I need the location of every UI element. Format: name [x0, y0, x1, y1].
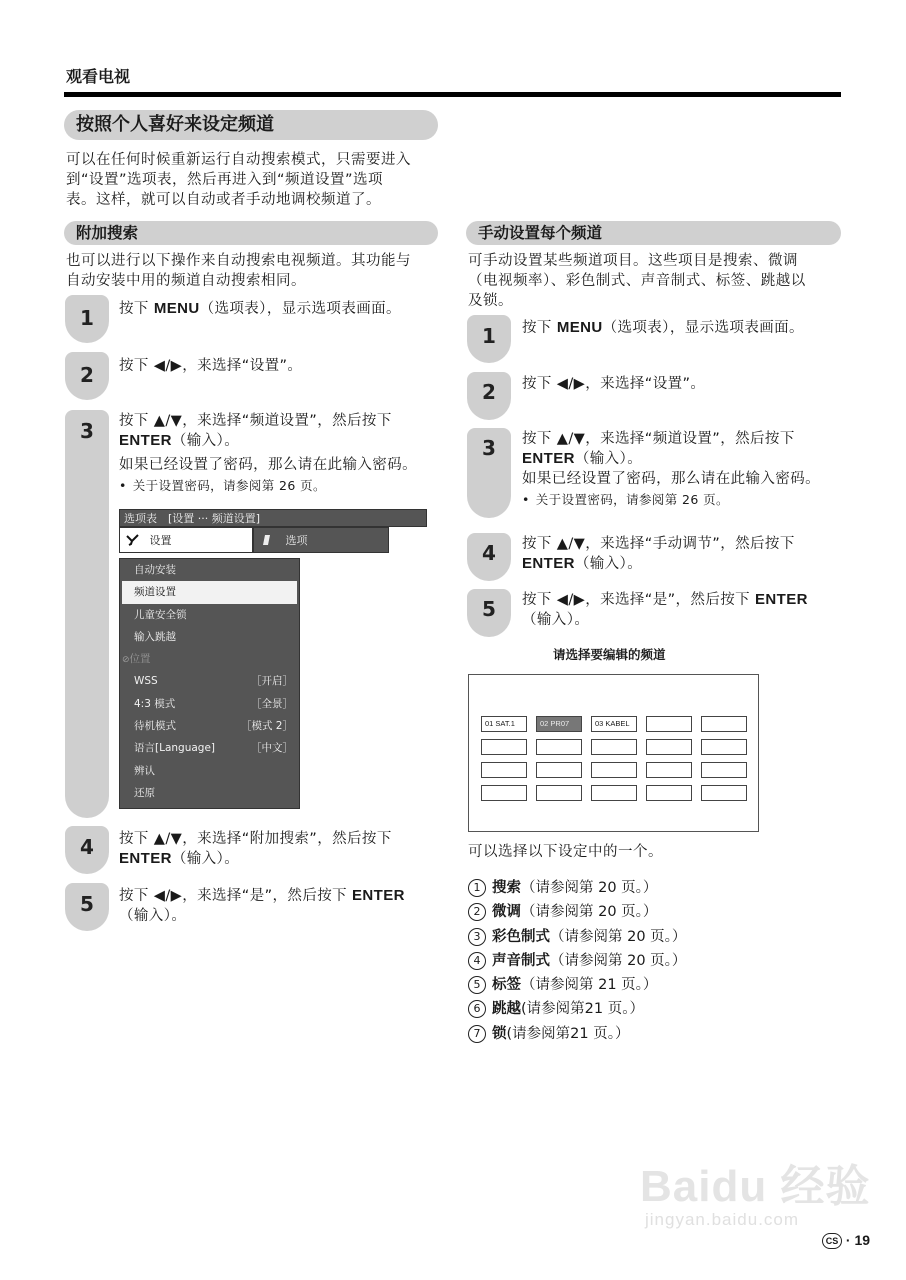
menu-item[interactable]: WSS ［开启］	[134, 675, 293, 688]
watermark-url: jingyan.baidu.com	[645, 1210, 800, 1229]
left-heading: 附加搜索	[64, 221, 438, 245]
step-text: 按下 MENU（选项表），显示选项表画面。	[119, 300, 401, 317]
option-item: 4 声音制式（请参阅第 20 页。）	[468, 949, 686, 973]
channel-cell[interactable]	[481, 739, 527, 755]
channel-cell[interactable]	[646, 785, 692, 801]
channel-cell[interactable]	[701, 785, 747, 801]
channel-cell[interactable]	[591, 762, 637, 778]
option-item: 5 标签（请参阅第 21 页。）	[468, 973, 686, 997]
step-number: 1	[482, 324, 496, 348]
channel-cell[interactable]	[481, 785, 527, 801]
option-list	[468, 876, 686, 1046]
menu-item-selected[interactable]: 频道设置	[122, 581, 297, 603]
page-number: CS · 19	[822, 1232, 870, 1249]
page-title: 按照个人喜好来设定频道	[64, 110, 438, 140]
right-heading: 手动设置每个频道	[466, 221, 841, 245]
section-label: 观看电视	[66, 67, 131, 86]
channel-cell[interactable]	[536, 762, 582, 778]
channel-cell[interactable]	[536, 739, 582, 755]
menu-item[interactable]: 输入跳越	[134, 630, 176, 643]
menu-item[interactable]: 辨认	[134, 764, 155, 777]
step-text: 按下 ◀/▶，来选择“是”，然后按下 ENTER （输入）。	[522, 591, 808, 628]
menu-item[interactable]: 还原	[134, 786, 155, 799]
channel-cell[interactable]: 01 SAT.1	[481, 716, 527, 732]
step-number: 5	[482, 597, 496, 621]
grid-title: 请选择要编辑的频道	[553, 647, 666, 662]
menu-item-disabled: ⊘位置	[122, 653, 151, 666]
step-number: 1	[80, 306, 94, 330]
step-text: 按下 ◀/▶，来选择“设置”。	[119, 358, 303, 374]
menu-item[interactable]: 语言[Language] ［中文］	[134, 742, 293, 755]
options-intro: 可以选择以下设定中的一个。	[468, 844, 663, 860]
step-number: 4	[482, 541, 496, 565]
menu-item[interactable]: 儿童安全锁	[134, 608, 187, 621]
option-icon	[262, 534, 276, 547]
step-text: 按下 ▲/▼，来选择“频道设置”，然后按下 ENTER（输入）。 如果已经设置了密码，那么请在此输入密码。 • 关于设置密码，请参阅第 26 页。	[119, 411, 449, 495]
channel-cell[interactable]	[591, 739, 637, 755]
menu-tab-setup[interactable]: 设置	[119, 527, 253, 553]
wrench-icon	[126, 534, 144, 547]
top-divider	[64, 92, 841, 97]
step-text: 按下 ◀/▶，来选择“是”，然后按下 ENTER （输入）。	[119, 887, 405, 924]
right-description: 可手动设置某些频道项目。这些项目是搜索、微调 （电视频率）、彩色制式、声音制式、标签、跳越以 及锁。	[468, 253, 806, 309]
language-badge: CS	[822, 1233, 842, 1249]
channel-cell[interactable]	[646, 762, 692, 778]
left-description: 也可以进行以下操作来自动搜索电视频道。其功能与 自动安装中用的频道自动搜索相同。	[66, 253, 411, 289]
channel-cell[interactable]: 02 PR07	[536, 716, 582, 732]
channel-cell[interactable]	[646, 739, 692, 755]
channel-cell[interactable]	[701, 739, 747, 755]
baidu-watermark: Baidu 经验	[640, 1162, 871, 1211]
menu-item[interactable]: 4:3 模式 ［全景］	[134, 697, 293, 710]
step-text: 按下 ◀/▶，来选择“设置”。	[522, 376, 706, 392]
channel-cell[interactable]	[591, 785, 637, 801]
menu-list	[119, 558, 300, 809]
step-number: 3	[482, 436, 496, 460]
option-item: 2 微调（请参阅第 20 页。）	[468, 900, 686, 924]
lock-icon: ⊘	[122, 655, 130, 666]
step-text: 按下 ▲/▼，来选择“手动调节”，然后按下 ENTER（输入）。	[522, 536, 795, 572]
channel-cell[interactable]	[481, 762, 527, 778]
step-text: 按下 MENU（选项表），显示选项表画面。	[522, 319, 804, 336]
channel-cell[interactable]	[646, 716, 692, 732]
menu-tab-option[interactable]: 选项	[253, 527, 389, 553]
step-number: 4	[80, 835, 94, 859]
channel-cell[interactable]	[536, 785, 582, 801]
menu-item[interactable]: 自动安装	[134, 564, 176, 576]
channel-cell[interactable]	[701, 716, 747, 732]
step-number: 2	[80, 363, 94, 387]
step-text: 按下 ▲/▼，来选择“附加搜索”，然后按下 ENTER（输入）。	[119, 831, 392, 867]
option-item: 7 锁(请参阅第21 页。）	[468, 1022, 686, 1046]
option-item: 3 彩色制式（请参阅第 20 页。）	[468, 925, 686, 949]
intro-paragraph: 可以在任何时候重新运行自动搜索模式，只需要进入 到“设置”选项表，然后再进入到“频道设置”选项 表。这样，就可以自动或者手动地调校频道了。	[66, 152, 411, 208]
step-number: 2	[482, 380, 496, 404]
step-marker	[65, 410, 109, 818]
step-number: 3	[80, 419, 94, 443]
menu-item[interactable]: 待机模式 ［模式 2］	[134, 720, 293, 733]
channel-cell[interactable]	[701, 762, 747, 778]
step-text: 按下 ▲/▼，来选择“频道设置”，然后按下 ENTER（输入）。 如果已经设置了密码，那么请在此输入密码。 • 关于设置密码，请参阅第 26 页。	[522, 429, 852, 509]
channel-cell[interactable]: 03 KABEL	[591, 716, 637, 732]
menu-header: 选项表 [设置 ··· 频道设置]	[119, 509, 427, 527]
option-item: 6 跳越(请参阅第21 页。）	[468, 997, 686, 1021]
step-number: 5	[80, 892, 94, 916]
option-item: 1 搜索（请参阅第 20 页。）	[468, 876, 686, 900]
